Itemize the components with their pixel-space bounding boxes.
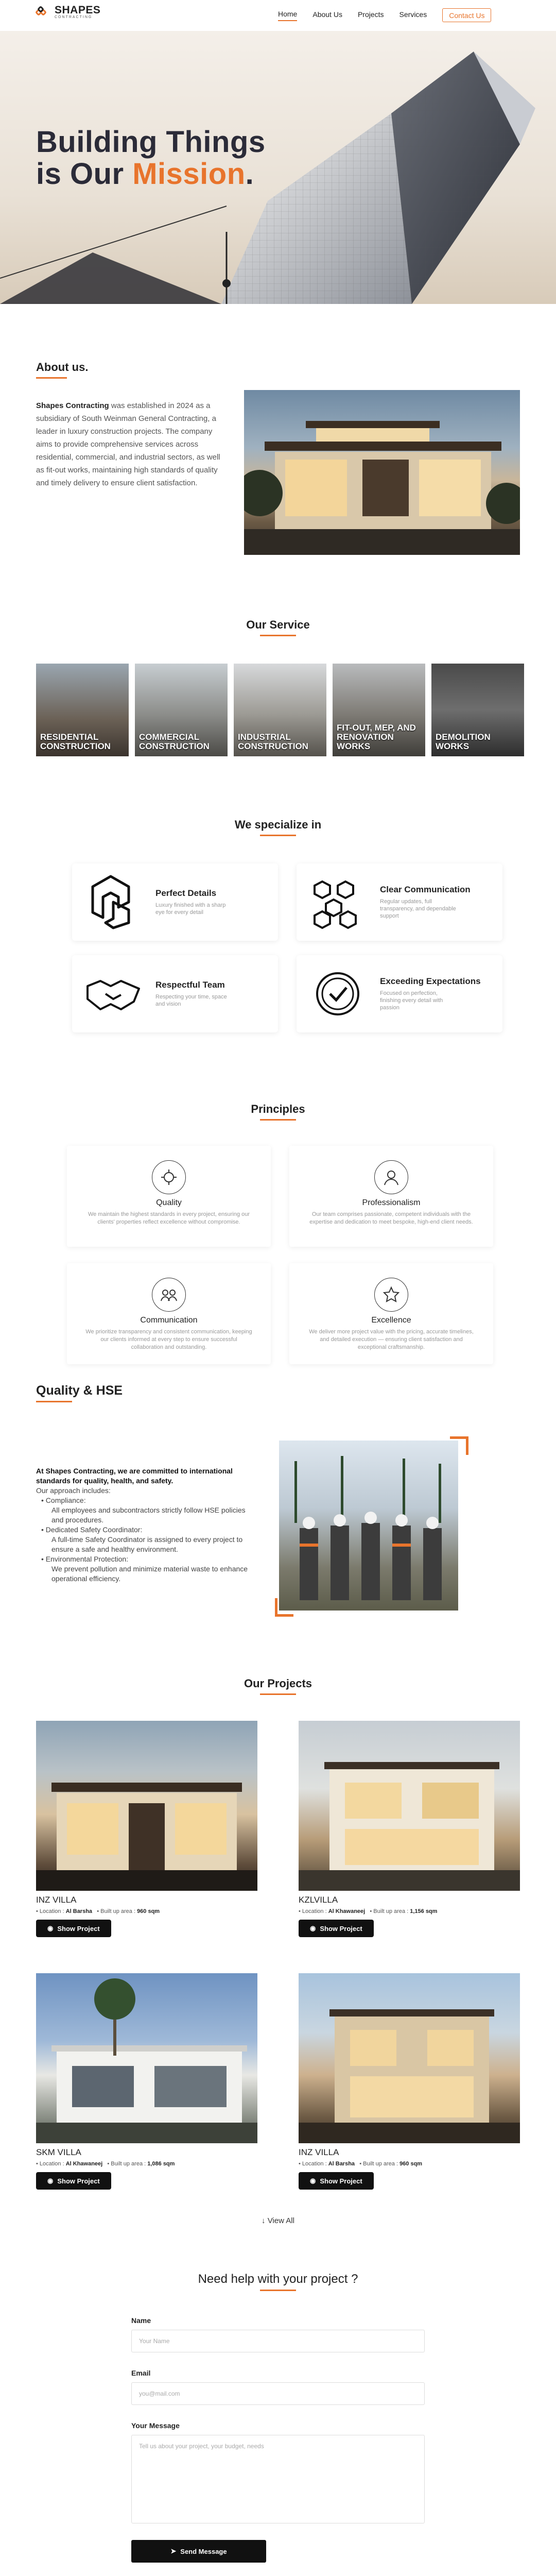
quality-item [41,1525,257,1554]
show-project-label: Show Project [320,1924,362,1933]
principle-title: Quality [156,1198,182,1207]
services-list [36,664,524,756]
specialize-card-text: Luxury finished with a sharp eye for every detail [155,902,226,916]
service-label: COMMERCIAL CONSTRUCTION [139,732,210,751]
project-card [36,1973,257,2190]
about-text [36,399,221,489]
excellence-icon [374,1278,408,1312]
specialize-card [72,863,278,941]
area-label: Built up area : [373,1908,409,1914]
quality-text [36,1466,257,1584]
project-area: 1,086 sqm [147,2161,175,2167]
project-meta: • Location : Al Barsha • Built up area : 960 sqm [299,2161,423,2167]
principle-title: Professionalism [362,1198,421,1207]
message-label: Your Message [131,2421,180,2430]
quality-item-body: We prevent pollution and minimize material waste to enhance operational efficiency. [51,1565,248,1583]
eye-icon: ◉ [47,2177,54,2184]
projects-title: Our Projects [0,1677,556,1695]
details-icon [82,871,144,933]
name-input[interactable]: Your Name [131,2330,425,2352]
area-label: Built up area : [100,1908,135,1914]
project-area: 1,156 sqm [410,1908,438,1914]
nav-home[interactable]: Home [278,10,297,21]
project-meta: • Location : Al Barsha • Built up area : 960 sqm [36,1908,160,1914]
nav-projects[interactable]: Projects [357,10,384,19]
arrow-down-icon: ↓ [262,2216,266,2225]
hero-heading [36,126,266,190]
quality-intro: Our approach includes: [36,1486,111,1495]
project-card [36,1721,257,1937]
service-label: DEMOLITION WORKS [436,732,491,751]
principles-grid [67,1146,493,1364]
project-name: SKM VILLA [36,2147,81,2157]
project-card [299,1721,520,1937]
view-all-link[interactable] [0,2216,556,2225]
about-company: Shapes Contracting [36,401,109,410]
send-label: Send Message [180,2547,227,2555]
hero-line1: Building Things [36,125,266,159]
brand-tagline: CONTRACTING [55,15,93,19]
send-icon: ➤ [170,2547,177,2555]
specialize-card-title: Exceeding Expectations [380,976,481,986]
about-body: was established in 2024 as a subsidiary of South Weinman General Contracting, a leader in luxury construction projects. The company aims to provide comprehensive services across residential, commercial, and industrial sectors, as well as fit-out works, maintaining high standards of quality and timely delivery to ensure client satisfaction. [36,401,220,487]
main-nav [278,8,491,22]
specialize-card [72,955,278,1032]
specialize-card [297,863,502,941]
principle-text: We deliver more project value with the pricing, accurate timelines, and detailed execution — ensuring client satisfaction and exceptional craftsmanship. [309,1329,474,1350]
specialize-card [297,955,502,1032]
specialize-card-title: Respectful Team [155,980,225,990]
show-project-button[interactable] [36,1920,111,1937]
brand-logo[interactable] [36,5,100,19]
brand-name: SHAPES [55,4,101,16]
project-card [299,1973,520,2190]
project-image [36,1721,257,1891]
quality-item-body: All employees and subcontractors strictly follow HSE policies and procedures. [51,1506,246,1524]
location-label: Location : [302,2161,327,2167]
message-textarea[interactable]: Tell us about your project, your budget, needs [131,2435,425,2523]
check-badge-icon [307,963,369,1025]
quality-item [41,1554,257,1584]
project-area: 960 sqm [137,1908,160,1914]
quality-item-head: • Dedicated Safety Coordinator: [41,1526,143,1534]
project-name: INZ VILLA [36,1895,77,1905]
service-card[interactable] [36,664,129,756]
show-project-button[interactable] [299,2172,374,2190]
project-area: 960 sqm [399,2161,423,2167]
project-location: Al Khawaneej [328,1908,366,1914]
service-card[interactable] [431,664,524,756]
project-name: INZ VILLA [299,2147,339,2157]
specialize-title: We specialize in [0,818,556,836]
show-project-button[interactable] [36,2172,111,2190]
show-project-label: Show Project [57,1924,100,1933]
service-label: RESIDENTIAL CONSTRUCTION [40,732,111,751]
project-meta: • Location : Al Khawaneej • Built up area : 1,086 sqm [36,2161,175,2167]
name-label: Name [131,2316,151,2325]
service-label: INDUSTRIAL CONSTRUCTION [238,732,308,751]
eye-icon: ◉ [310,1924,316,1932]
help-form-title: Need help with your project ? [0,2272,556,2291]
quality-item-body: A full-time Safety Coordinator is assigned to every project to ensure a safe and healthy environment. [51,1535,243,1553]
handshake-icon [82,963,144,1025]
area-label: Built up area : [363,2161,398,2167]
nav-about[interactable]: About Us [312,10,342,19]
about-title: About us. [36,361,88,379]
eye-icon: ◉ [310,2177,316,2184]
specialize-card-title: Clear Communication [380,885,471,894]
hero-line2: is Our [36,157,133,191]
hero-line2-suffix: . [245,157,254,191]
principle-title: Excellence [371,1316,411,1325]
workers-photo [279,1440,458,1611]
show-project-label: Show Project [320,2177,362,2185]
project-location: Al Barsha [65,1908,93,1914]
quality-title: Quality & HSE [36,1383,123,1402]
quality-lead: At Shapes Contracting, we are committed to international standards for quality, health, and safety. [36,1467,233,1485]
quality-item [41,1496,257,1525]
professional-icon [374,1160,408,1194]
contact-us-button[interactable]: Contact Us [442,8,491,22]
send-message-button[interactable] [131,2540,266,2563]
quality-item-head: • Environmental Protection: [41,1555,129,1563]
communication-people-icon [152,1278,186,1312]
specialize-card-text: Respecting your time, space and vision [155,994,227,1007]
principle-card [67,1263,271,1364]
service-card[interactable] [333,664,425,756]
show-project-label: Show Project [57,2177,100,2185]
area-label: Built up area : [111,2161,146,2167]
hero-banner [0,31,556,304]
project-image [299,1721,520,1891]
logo-icon [36,7,51,18]
project-meta: • Location : Al Khawaneej • Built up area : 1,156 sqm [299,1908,438,1914]
location-label: Location : [302,1908,327,1914]
service-label: FIT-OUT, MEP, AND RENOVATION WORKS [337,723,416,751]
view-all-label: View All [267,2216,294,2225]
specialize-grid [72,863,502,1032]
nav-services[interactable]: Services [399,10,427,19]
project-location: Al Barsha [328,2161,355,2167]
service-card[interactable] [234,664,326,756]
quality-image-frame [275,1436,468,1617]
quality-icon [152,1160,186,1194]
eye-icon: ◉ [47,1924,54,1932]
specialize-card-text: Regular updates, full transparency, and dependable support [380,899,456,919]
specialize-card-text: Focused on perfection, finishing every detail with passion [380,990,443,1011]
specialize-card-title: Perfect Details [155,888,217,898]
about-villa-image [244,390,520,555]
quality-item-head: • Compliance: [41,1496,86,1504]
hero-accent-word: Mission [132,157,246,191]
principle-card [289,1146,493,1247]
principle-text: We prioritize transparency and consistent communication, keeping our clients informed at every step to ensure successful collaboration and outstanding. [85,1329,252,1350]
project-help-form [131,2316,425,2563]
project-image [36,1973,257,2143]
principles-title: Principles [0,1103,556,1121]
email-label: Email [131,2369,151,2377]
site-header [0,0,556,31]
project-image [299,1973,520,2143]
project-name: KZLVILLA [299,1895,338,1905]
email-input[interactable]: you@mail.com [131,2382,425,2405]
communication-icon [307,871,369,933]
location-label: Location : [39,1908,64,1914]
principle-text: Our team comprises passionate, competent individuals with the expertise and dedication to meet bespoke, high-end client needs. [309,1211,473,1225]
principle-card [289,1263,493,1364]
location-label: Location : [39,2161,64,2167]
principle-card [67,1146,271,1247]
principle-text: We maintain the highest standards in every project, ensuring our clients' properties reflect excellence without compromise. [88,1211,250,1225]
quality-list [36,1496,257,1584]
show-project-button[interactable] [299,1920,374,1937]
service-card[interactable] [135,664,228,756]
principle-title: Communication [140,1316,198,1325]
services-title: Our Service [0,618,556,636]
project-location: Al Khawaneej [65,2161,103,2167]
